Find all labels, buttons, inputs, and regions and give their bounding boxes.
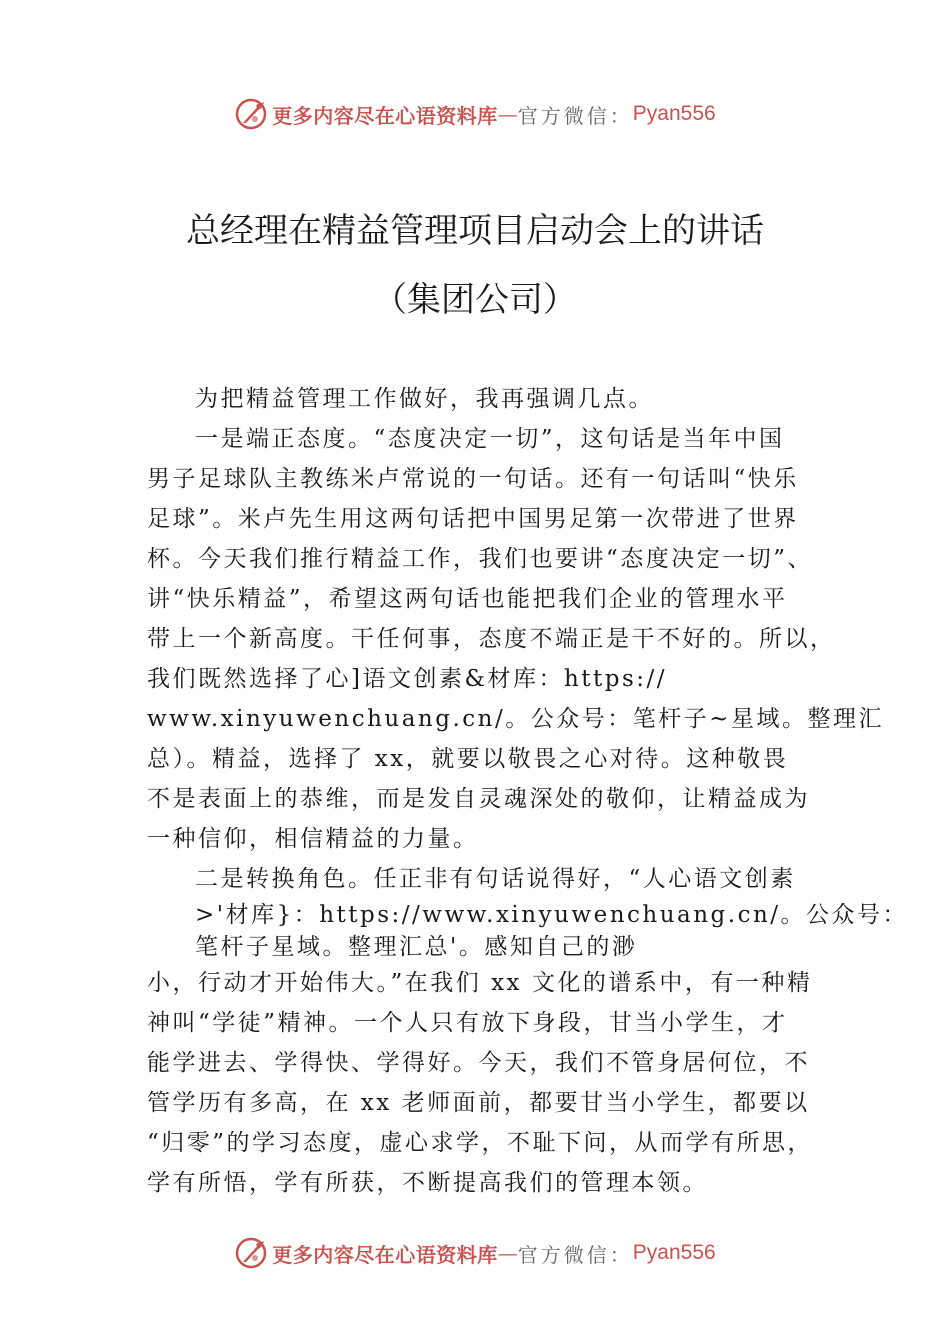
- body-line: 神叫“学徒”精神。一个人只有放下身段，甘当小学生，才: [147, 1010, 788, 1036]
- banner-wechat-label: 官方微信：: [517, 103, 633, 128]
- body-line: 管学历有多高，在 xx 老师面前，都要甘当小学生，都要以: [147, 1090, 810, 1116]
- document-body-continued: [147, 963, 814, 1203]
- banner-wechat-id: Pyan556: [632, 1241, 716, 1264]
- body-line: www.xinyuwenchuang.cn/。公众号：笔杆子~星域。整理汇: [147, 706, 884, 732]
- body-line: 我们既然选择了心]语文创素&材库：https://: [147, 666, 668, 692]
- document-subtitle: （集团公司）: [373, 280, 577, 320]
- body-line: 带上一个新高度。干任何事，态度不端正是干不好的。所以，: [147, 626, 836, 652]
- body-line: >'材库}：https://www.xinyuwenchuang.cn/。公众号：: [195, 902, 909, 928]
- body-line: 笔杆子星域。整理汇总'。感知自己的渺: [195, 934, 638, 960]
- body-line: 二是转换角色。任正非有句话说得好，“人心语文创素: [195, 866, 796, 892]
- banner-dash: —: [497, 102, 518, 126]
- body-line: 总）。精益，选择了 xx，就要以敬畏之心对待。这种敬畏: [147, 746, 789, 772]
- document-title: 总经理在精益管理项目启动会上的讲话: [186, 211, 764, 251]
- banner-dash: —: [497, 1241, 518, 1265]
- body-line: 能学进去、学得快、学得好。今天，我们不管身居何位，不: [147, 1050, 810, 1076]
- quill-pen-logo-icon: [234, 1236, 268, 1270]
- body-line: 为把精益管理工作做好，我再强调几点。: [195, 386, 654, 412]
- body-line: 讲“快乐精益”，希望这两句话也能把我们企业的管理水平: [147, 586, 788, 612]
- body-line: 男子足球队主教练米卢常说的一句话。还有一句话叫“快乐: [147, 466, 799, 492]
- quill-pen-logo-icon: [234, 97, 268, 131]
- banner-slogan: 更多内容尽在心语资料库: [272, 103, 498, 128]
- banner-wechat-id: Pyan556: [632, 102, 716, 125]
- body-line: 一是端正态度。“态度决定一切”，这句话是当年中国: [195, 426, 785, 452]
- banner-slogan: 更多内容尽在心语资料库: [272, 1242, 498, 1267]
- body-line: 小，行动才开始伟大。”在我们 xx 文化的谱系中，有一种精: [147, 970, 813, 996]
- body-line: 足球”。米卢先生用这两句话把中国男足第一次带进了世界: [147, 506, 799, 532]
- header-banner: [0, 94, 950, 134]
- body-line: “归零”的学习态度，虚心求学，不耻下问，从而学有所思，: [147, 1130, 814, 1156]
- body-line: 一种信仰，相信精益的力量。: [147, 826, 479, 852]
- body-line: 不是表面上的恭维，而是发自灵魂深处的敬仰，让精益成为: [147, 786, 810, 812]
- body-line: 学有所悟，学有所获，不断提高我们的管理本领。: [147, 1170, 708, 1196]
- body-line: 杯。今天我们推行精益工作，我们也要讲“态度决定一切”、: [147, 546, 814, 572]
- banner-wechat-label: 官方微信：: [517, 1242, 633, 1267]
- document-body: [147, 379, 909, 963]
- footer-banner: [0, 1233, 950, 1273]
